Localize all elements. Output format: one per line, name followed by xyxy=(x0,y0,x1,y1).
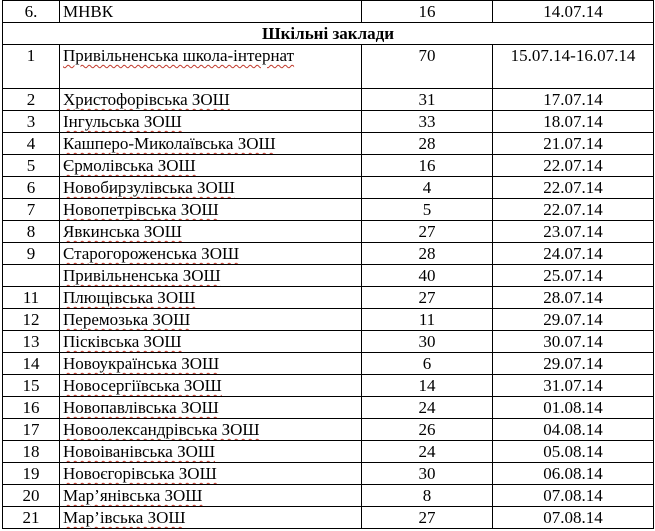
schedule-table xyxy=(2,0,654,529)
visit-date: 22.07.14 xyxy=(493,177,654,199)
institution-name xyxy=(60,507,362,529)
visit-date: 24.07.14 xyxy=(493,243,654,265)
child-count: 30 xyxy=(362,331,493,353)
visit-date: 14.07.14 xyxy=(493,1,654,23)
row-number: 15 xyxy=(3,375,60,397)
child-count: 11 xyxy=(362,309,493,331)
institution-name-text: Перемозька ЗОШ xyxy=(63,310,191,329)
institution-name-text: Новосергіївська ЗОШ xyxy=(63,376,222,395)
institution-name xyxy=(60,89,362,111)
table-row xyxy=(3,397,654,419)
institution-name xyxy=(60,463,362,485)
table-row xyxy=(3,441,654,463)
table-row xyxy=(3,353,654,375)
visit-date: 30.07.14 xyxy=(493,331,654,353)
table-row xyxy=(3,1,654,23)
table-row xyxy=(3,265,654,287)
institution-name xyxy=(60,199,362,221)
child-count: 24 xyxy=(362,397,493,419)
table-row xyxy=(3,331,654,353)
table-row xyxy=(3,155,654,177)
row-number: 13 xyxy=(3,331,60,353)
row-number: 20 xyxy=(3,485,60,507)
institution-name-text: Мар’янівська ЗОШ xyxy=(63,486,203,505)
institution-name xyxy=(60,177,362,199)
institution-name-text: Новобирзулівська ЗОШ xyxy=(63,178,235,197)
table-row xyxy=(3,463,654,485)
child-count: 70 xyxy=(362,45,493,89)
institution-name xyxy=(60,45,362,89)
table-row xyxy=(3,375,654,397)
institution-name xyxy=(60,441,362,463)
row-number: 8 xyxy=(3,221,60,243)
table-row xyxy=(3,89,654,111)
child-count: 27 xyxy=(362,507,493,529)
institution-name-text: Новоукраїнська ЗОШ xyxy=(63,354,220,373)
child-count: 27 xyxy=(362,221,493,243)
visit-date: 28.07.14 xyxy=(493,287,654,309)
visit-date: 18.07.14 xyxy=(493,111,654,133)
row-number: 1 xyxy=(3,45,60,89)
table-row xyxy=(3,177,654,199)
child-count: 30 xyxy=(362,463,493,485)
child-count: 16 xyxy=(362,155,493,177)
institution-name xyxy=(60,485,362,507)
institution-name-text: Новоіванівська ЗОШ xyxy=(63,442,216,461)
row-number xyxy=(3,265,60,287)
row-number: 7 xyxy=(3,199,60,221)
visit-date: 21.07.14 xyxy=(493,133,654,155)
institution-name-text: Старогороженська ЗОШ xyxy=(63,244,240,263)
row-number: 19 xyxy=(3,463,60,485)
row-number: 11 xyxy=(3,287,60,309)
child-count: 40 xyxy=(362,265,493,287)
row-number: 17 xyxy=(3,419,60,441)
institution-name xyxy=(60,111,362,133)
visit-date: 29.07.14 xyxy=(493,353,654,375)
institution-name: МНВК xyxy=(60,1,362,23)
institution-name xyxy=(60,287,362,309)
table-row xyxy=(3,133,654,155)
child-count: 8 xyxy=(362,485,493,507)
section-title: Шкільні заклади xyxy=(3,23,654,45)
institution-name xyxy=(60,419,362,441)
child-count: 26 xyxy=(362,419,493,441)
institution-name-text: Пісківська ЗОШ xyxy=(63,332,182,351)
visit-date: 22.07.14 xyxy=(493,199,654,221)
institution-name-text: Новоолександрівська ЗОШ xyxy=(63,420,260,439)
visit-date: 17.07.14 xyxy=(493,89,654,111)
row-number: 18 xyxy=(3,441,60,463)
institution-name-text: Новопавлівська ЗОШ xyxy=(63,398,219,417)
institution-name xyxy=(60,331,362,353)
institution-name-text: Плющівська ЗОШ xyxy=(63,288,196,307)
row-number: 16 xyxy=(3,397,60,419)
table-row xyxy=(3,111,654,133)
child-count: 6 xyxy=(362,353,493,375)
table-row xyxy=(3,221,654,243)
table-row xyxy=(3,243,654,265)
table-row xyxy=(3,199,654,221)
institution-name xyxy=(60,375,362,397)
row-number: 14 xyxy=(3,353,60,375)
child-count: 28 xyxy=(362,133,493,155)
institution-name xyxy=(60,397,362,419)
row-number: 4 xyxy=(3,133,60,155)
institution-name-text: Явкинська ЗОШ xyxy=(63,222,182,241)
institution-name xyxy=(60,243,362,265)
row-number: 21 xyxy=(3,507,60,529)
table-row xyxy=(3,507,654,529)
visit-date: 07.08.14 xyxy=(493,485,654,507)
table-row xyxy=(3,45,654,89)
visit-date: 05.08.14 xyxy=(493,441,654,463)
visit-date: 29.07.14 xyxy=(493,309,654,331)
row-number: 6. xyxy=(3,1,60,23)
visit-date: 06.08.14 xyxy=(493,463,654,485)
child-count: 31 xyxy=(362,89,493,111)
table-row xyxy=(3,419,654,441)
institution-name xyxy=(60,221,362,243)
row-number: 9 xyxy=(3,243,60,265)
child-count: 33 xyxy=(362,111,493,133)
institution-name xyxy=(60,155,362,177)
visit-date: 07.08.14 xyxy=(493,507,654,529)
institution-name xyxy=(60,265,362,287)
row-number: 2 xyxy=(3,89,60,111)
visit-date: 22.07.14 xyxy=(493,155,654,177)
child-count: 16 xyxy=(362,1,493,23)
visit-date: 31.07.14 xyxy=(493,375,654,397)
institution-name-text: Новопетрівська ЗОШ xyxy=(63,200,219,219)
institution-name-text: Єрмолівська ЗОШ xyxy=(63,156,196,175)
child-count: 27 xyxy=(362,287,493,309)
visit-date: 25.07.14 xyxy=(493,265,654,287)
visit-date: 23.07.14 xyxy=(493,221,654,243)
institution-name-text: Кашперо-Миколаївська ЗОШ xyxy=(63,134,276,153)
institution-name xyxy=(60,133,362,155)
section-header-row xyxy=(3,23,654,45)
institution-name xyxy=(60,309,362,331)
institution-name-text: Інгульська ЗОШ xyxy=(63,112,182,131)
institution-name-text: Привільненська школа-інтернат xyxy=(63,46,295,65)
institution-name-text: Новоєгорівська ЗОШ xyxy=(63,464,217,483)
institution-name-text: Привільненська ЗОШ xyxy=(63,266,221,285)
visit-date: 15.07.14-16.07.14 xyxy=(493,45,654,89)
child-count: 4 xyxy=(362,177,493,199)
visit-date: 04.08.14 xyxy=(493,419,654,441)
table-row xyxy=(3,287,654,309)
visit-date: 01.08.14 xyxy=(493,397,654,419)
row-number: 3 xyxy=(3,111,60,133)
institution-name xyxy=(60,353,362,375)
institution-name-text: Мар’івська ЗОШ xyxy=(63,508,186,527)
table-row xyxy=(3,309,654,331)
child-count: 5 xyxy=(362,199,493,221)
child-count: 24 xyxy=(362,441,493,463)
row-number: 5 xyxy=(3,155,60,177)
institution-name-text: Христофорівська ЗОШ xyxy=(63,90,230,109)
child-count: 28 xyxy=(362,243,493,265)
child-count: 14 xyxy=(362,375,493,397)
row-number: 12 xyxy=(3,309,60,331)
row-number: 6 xyxy=(3,177,60,199)
table-row xyxy=(3,485,654,507)
